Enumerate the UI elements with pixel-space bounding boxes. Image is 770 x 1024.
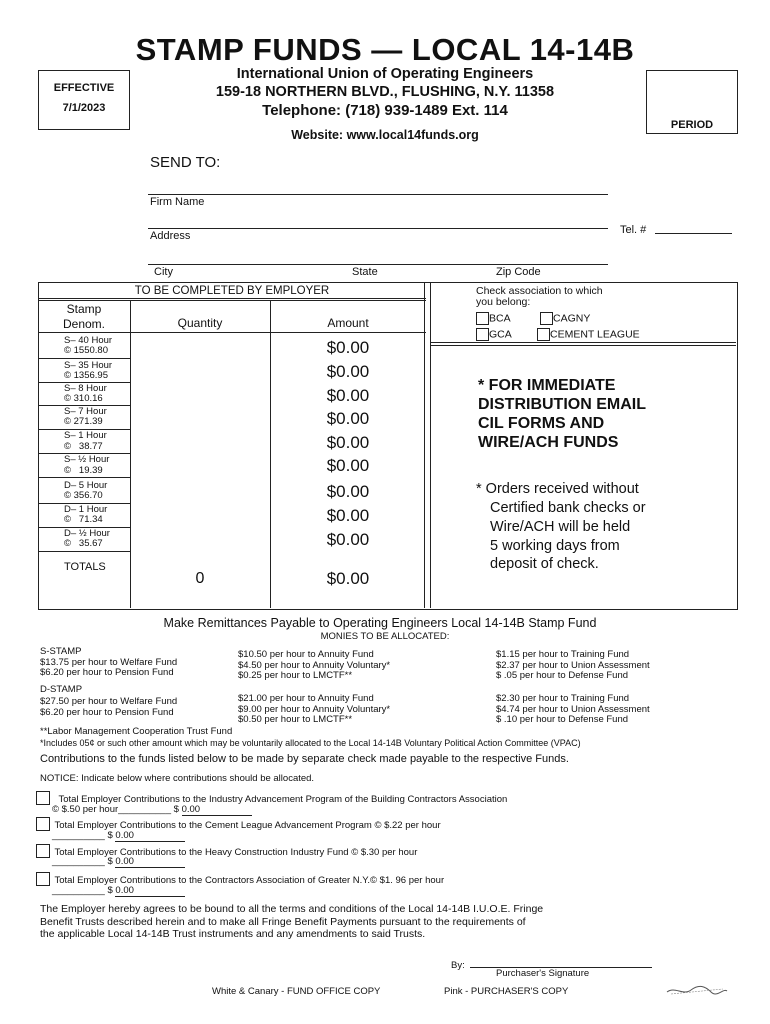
union-website: Website: www.local14funds.org bbox=[291, 128, 479, 142]
col-stamp-2: Denom. bbox=[62, 317, 106, 331]
bca-label: BCA bbox=[489, 312, 511, 325]
immediate-line-1: DISTRIBUTION EMAIL bbox=[478, 396, 646, 413]
sstamp-defense: $ .05 per hour to Defense Fund bbox=[496, 670, 629, 681]
union-telephone: Telephone: (718) 939-1489 Ext. 114 bbox=[262, 102, 508, 119]
row-amount[interactable]: $0.00 bbox=[326, 409, 370, 428]
orders-line-1: Certified bank checks or bbox=[490, 500, 646, 516]
row-7 bbox=[38, 504, 426, 528]
period-box[interactable] bbox=[646, 70, 738, 134]
row-amount[interactable]: $0.00 bbox=[326, 482, 370, 501]
contrib-1-amount bbox=[52, 830, 185, 842]
row-label: S– ½ Hour bbox=[64, 454, 110, 465]
contrib-rate: __________ $ bbox=[52, 830, 113, 841]
address-label: Address bbox=[150, 230, 191, 242]
assoc-cement-league[interactable] bbox=[537, 328, 640, 341]
copy-pink: Pink - PURCHASER'S COPY bbox=[444, 986, 569, 997]
contrib-2-amount bbox=[52, 856, 185, 868]
row-label: S– 7 Hour bbox=[64, 406, 107, 417]
gca-checkbox[interactable] bbox=[476, 328, 489, 341]
dstamp-defense: $ .10 per hour to Defense Fund bbox=[496, 714, 629, 725]
agree-line-0: The Employer hereby agrees to be bound to all the terms and conditions of the Local 14-14B I.U.O.E. Fringe bbox=[40, 903, 544, 915]
zip-label: Zip Code bbox=[496, 266, 541, 278]
row-rate: © 19.39 bbox=[64, 465, 103, 476]
row-8 bbox=[38, 528, 426, 552]
note-lmctf: **Labor Management Cooperation Trust Fund bbox=[40, 726, 233, 737]
agreement bbox=[40, 903, 543, 941]
form-title: STAMP FUNDS — LOCAL 14-14B bbox=[135, 32, 635, 67]
dstamp-welfare: $27.50 per hour to Welfare Fund bbox=[40, 695, 178, 707]
row-6 bbox=[38, 478, 426, 504]
row-amount[interactable]: $0.00 bbox=[326, 338, 370, 357]
city-state-zip-line[interactable] bbox=[148, 264, 608, 265]
dstamp-training: $2.30 per hour to Training Fund bbox=[496, 693, 630, 704]
orders-line-2: Wire/ACH will be held bbox=[490, 519, 631, 535]
row-label: S– 8 Hour bbox=[64, 383, 107, 394]
row-label: D– 5 Hour bbox=[64, 480, 108, 491]
sstamp-pension: $6.20 per hour to Pension Fund bbox=[40, 667, 174, 678]
firm-name-label: Firm Name bbox=[150, 196, 205, 208]
row-rate: © 35.67 bbox=[64, 538, 103, 549]
contrib-value[interactable]: 0.00 bbox=[115, 856, 185, 868]
assoc-note-1: Check association to which bbox=[476, 285, 603, 297]
row-5 bbox=[38, 454, 426, 478]
sstamp-col1 bbox=[40, 647, 177, 679]
sstamp-annuity-vol: $4.50 per hour to Annuity Voluntary* bbox=[238, 659, 391, 671]
immediate-line-2: CIL FORMS AND bbox=[478, 415, 605, 432]
dstamp-union: $4.74 per hour to Union Assessment bbox=[496, 703, 650, 715]
period-label: PERIOD bbox=[670, 119, 714, 131]
orders-line-4: deposit of check. bbox=[490, 556, 599, 572]
cagny-label: CAGNY bbox=[553, 312, 591, 325]
dstamp-col1 bbox=[40, 684, 177, 719]
tel-line[interactable] bbox=[655, 233, 732, 234]
sstamp-col2 bbox=[238, 650, 390, 682]
sstamp-col3 bbox=[496, 650, 650, 682]
row-rate: © 271.39 bbox=[64, 416, 103, 427]
agree-line-2: the applicable Local 14-14B Trust instruments and any amendments to said Trusts. bbox=[40, 928, 426, 940]
cement-league-label: CEMENT LEAGUE bbox=[550, 328, 640, 341]
contrib-checkbox[interactable] bbox=[36, 844, 50, 858]
row-4 bbox=[38, 430, 426, 454]
remit-text: Make Remittances Payable to Operating Engineers Local 14-14B Stamp Fund bbox=[163, 616, 597, 630]
immediate-line-0: * FOR IMMEDIATE bbox=[478, 377, 616, 394]
dstamp-pension: $6.20 per hour to Pension Fund bbox=[40, 707, 174, 718]
union-address: 159-18 NORTHERN BLVD., FLUSHING, N.Y. 11358 bbox=[215, 84, 555, 100]
assoc-bca[interactable] bbox=[476, 312, 511, 325]
contrib-text: Total Employer Contributions to the Cement League Advancement Program © $.22 per hour bbox=[54, 820, 441, 831]
dstamp-col2 bbox=[238, 694, 390, 726]
row-amount[interactable]: $0.00 bbox=[326, 386, 370, 405]
copy-white: White & Canary - FUND OFFICE COPY bbox=[212, 986, 381, 997]
sstamp-annuity: $10.50 per hour to Annuity Fund bbox=[238, 649, 374, 660]
immediate-line-3: WIRE/ACH FUNDS bbox=[478, 434, 619, 451]
row-label: S– 1 Hour bbox=[64, 430, 107, 441]
row-0 bbox=[38, 334, 426, 358]
row-amount[interactable]: $0.00 bbox=[326, 506, 370, 525]
city-label: City bbox=[154, 266, 173, 278]
note-vpac: *Includes 05¢ or such other amount which may be voluntarily allocated to the Local 14-14B Voluntary Political Action Committee (VPAC) bbox=[40, 738, 581, 748]
contrib-text: Total Employer Contributions to the Industry Advancement Program of the Building Contractors Association bbox=[58, 794, 508, 805]
by-label: By: bbox=[451, 960, 465, 971]
scribble-icon bbox=[665, 982, 729, 998]
assoc-gca[interactable] bbox=[476, 328, 512, 341]
col-quantity: Quantity bbox=[177, 316, 223, 330]
row-amount[interactable]: $0.00 bbox=[326, 362, 370, 381]
contrib-rate: __________ $ bbox=[52, 856, 113, 867]
contrib-3-amount bbox=[52, 885, 185, 897]
assoc-cagny[interactable] bbox=[540, 312, 590, 325]
orders-line-3: 5 working days from bbox=[490, 538, 620, 554]
col-stamp-1: Stamp bbox=[66, 302, 102, 316]
contrib-text: Total Employer Contributions to the Heavy Construction Industry Fund © $.30 per hour bbox=[54, 847, 418, 858]
row-2 bbox=[38, 383, 426, 407]
col-amount: Amount bbox=[327, 316, 369, 330]
dstamp-title: D-STAMP bbox=[40, 684, 83, 695]
cagny-checkbox[interactable] bbox=[540, 312, 553, 325]
row-label: S– 40 Hour bbox=[64, 335, 113, 346]
cement-league-checkbox[interactable] bbox=[537, 328, 550, 341]
contrib-checkbox[interactable] bbox=[36, 817, 50, 831]
state-label: State bbox=[352, 266, 378, 278]
row-1 bbox=[38, 359, 426, 383]
contrib-rate: © $.50 per hour__________ $ bbox=[52, 804, 179, 815]
contrib-checkbox[interactable] bbox=[36, 872, 50, 886]
dstamp-annuity: $21.00 per hour to Annuity Fund bbox=[238, 693, 374, 704]
row-label: D– 1 Hour bbox=[64, 504, 108, 515]
sstamp-lmctf: $0.25 per hour to LMCTF** bbox=[238, 670, 353, 681]
sstamp-training: $1.15 per hour to Training Fund bbox=[496, 649, 630, 660]
union-name: International Union of Operating Engineers bbox=[236, 66, 534, 82]
gca-label: GCA bbox=[489, 328, 512, 341]
employer-header: TO BE COMPLETED BY EMPLOYER bbox=[134, 285, 330, 297]
totals-amount: $0.00 bbox=[326, 569, 370, 588]
contrib-value[interactable]: 0.00 bbox=[115, 885, 185, 897]
orders-line-0: * Orders received without bbox=[476, 481, 639, 497]
contrib-value[interactable]: 0.00 bbox=[182, 804, 252, 816]
row-amount[interactable]: $0.00 bbox=[326, 433, 370, 452]
row-label: S– 35 Hour bbox=[64, 360, 113, 371]
effective-label: EFFECTIVE bbox=[53, 82, 115, 94]
address-line[interactable] bbox=[148, 228, 608, 229]
purchaser-signature-label: Purchaser's Signature bbox=[496, 968, 590, 979]
row-rate: © 1356.95 bbox=[64, 370, 108, 381]
dstamp-col3 bbox=[496, 694, 650, 726]
row-rate: © 71.34 bbox=[64, 514, 103, 525]
row-rate: © 356.70 bbox=[64, 490, 103, 501]
totals-label: TOTALS bbox=[64, 561, 106, 573]
firm-name-line[interactable] bbox=[148, 194, 608, 195]
contrib-text: Total Employer Contributions to the Contractors Association of Greater N.Y.© $1. 96 per hour bbox=[54, 875, 445, 886]
send-to-label: SEND TO: bbox=[150, 154, 221, 171]
dstamp-lmctf: $0.50 per hour to LMCTF** bbox=[238, 714, 353, 725]
totals-quantity: 0 bbox=[195, 570, 205, 587]
contrib-value[interactable]: 0.00 bbox=[115, 830, 185, 842]
contrib-rate: __________ $ bbox=[52, 885, 113, 896]
monies-label: MONIES TO BE ALLOCATED: bbox=[320, 631, 450, 642]
agree-line-1: Benefit Trusts described herein and to make all Fringe Benefit Payments pursuant to the requirements of bbox=[40, 915, 526, 928]
effective-box bbox=[38, 70, 130, 130]
row-rate: © 310.16 bbox=[64, 393, 103, 404]
dstamp-annuity-vol: $9.00 per hour to Annuity Voluntary* bbox=[238, 703, 391, 715]
sstamp-welfare: $13.75 per hour to Welfare Fund bbox=[40, 656, 178, 668]
row-label: D– ½ Hour bbox=[64, 528, 110, 539]
row-amount[interactable]: $0.00 bbox=[326, 456, 370, 475]
assoc-note-2: you belong: bbox=[476, 296, 531, 308]
bca-checkbox[interactable] bbox=[476, 312, 489, 325]
sstamp-union: $2.37 per hour to Union Assessment bbox=[496, 659, 650, 671]
contrib-checkbox[interactable] bbox=[36, 791, 50, 805]
row-rate: © 1550.80 bbox=[64, 345, 108, 356]
effective-date: 7/1/2023 bbox=[62, 102, 106, 114]
contrib-note: Contributions to the funds listed below to be made by separate check made payable to the respective Funds. bbox=[40, 753, 569, 765]
row-amount[interactable]: $0.00 bbox=[326, 530, 370, 549]
sstamp-title: S-STAMP bbox=[40, 646, 82, 657]
row-rate: © 38.77 bbox=[64, 441, 103, 452]
notice: NOTICE: Indicate below where contributions should be allocated. bbox=[40, 773, 315, 784]
tel-label: Tel. # bbox=[620, 224, 647, 236]
row-3 bbox=[38, 406, 426, 430]
